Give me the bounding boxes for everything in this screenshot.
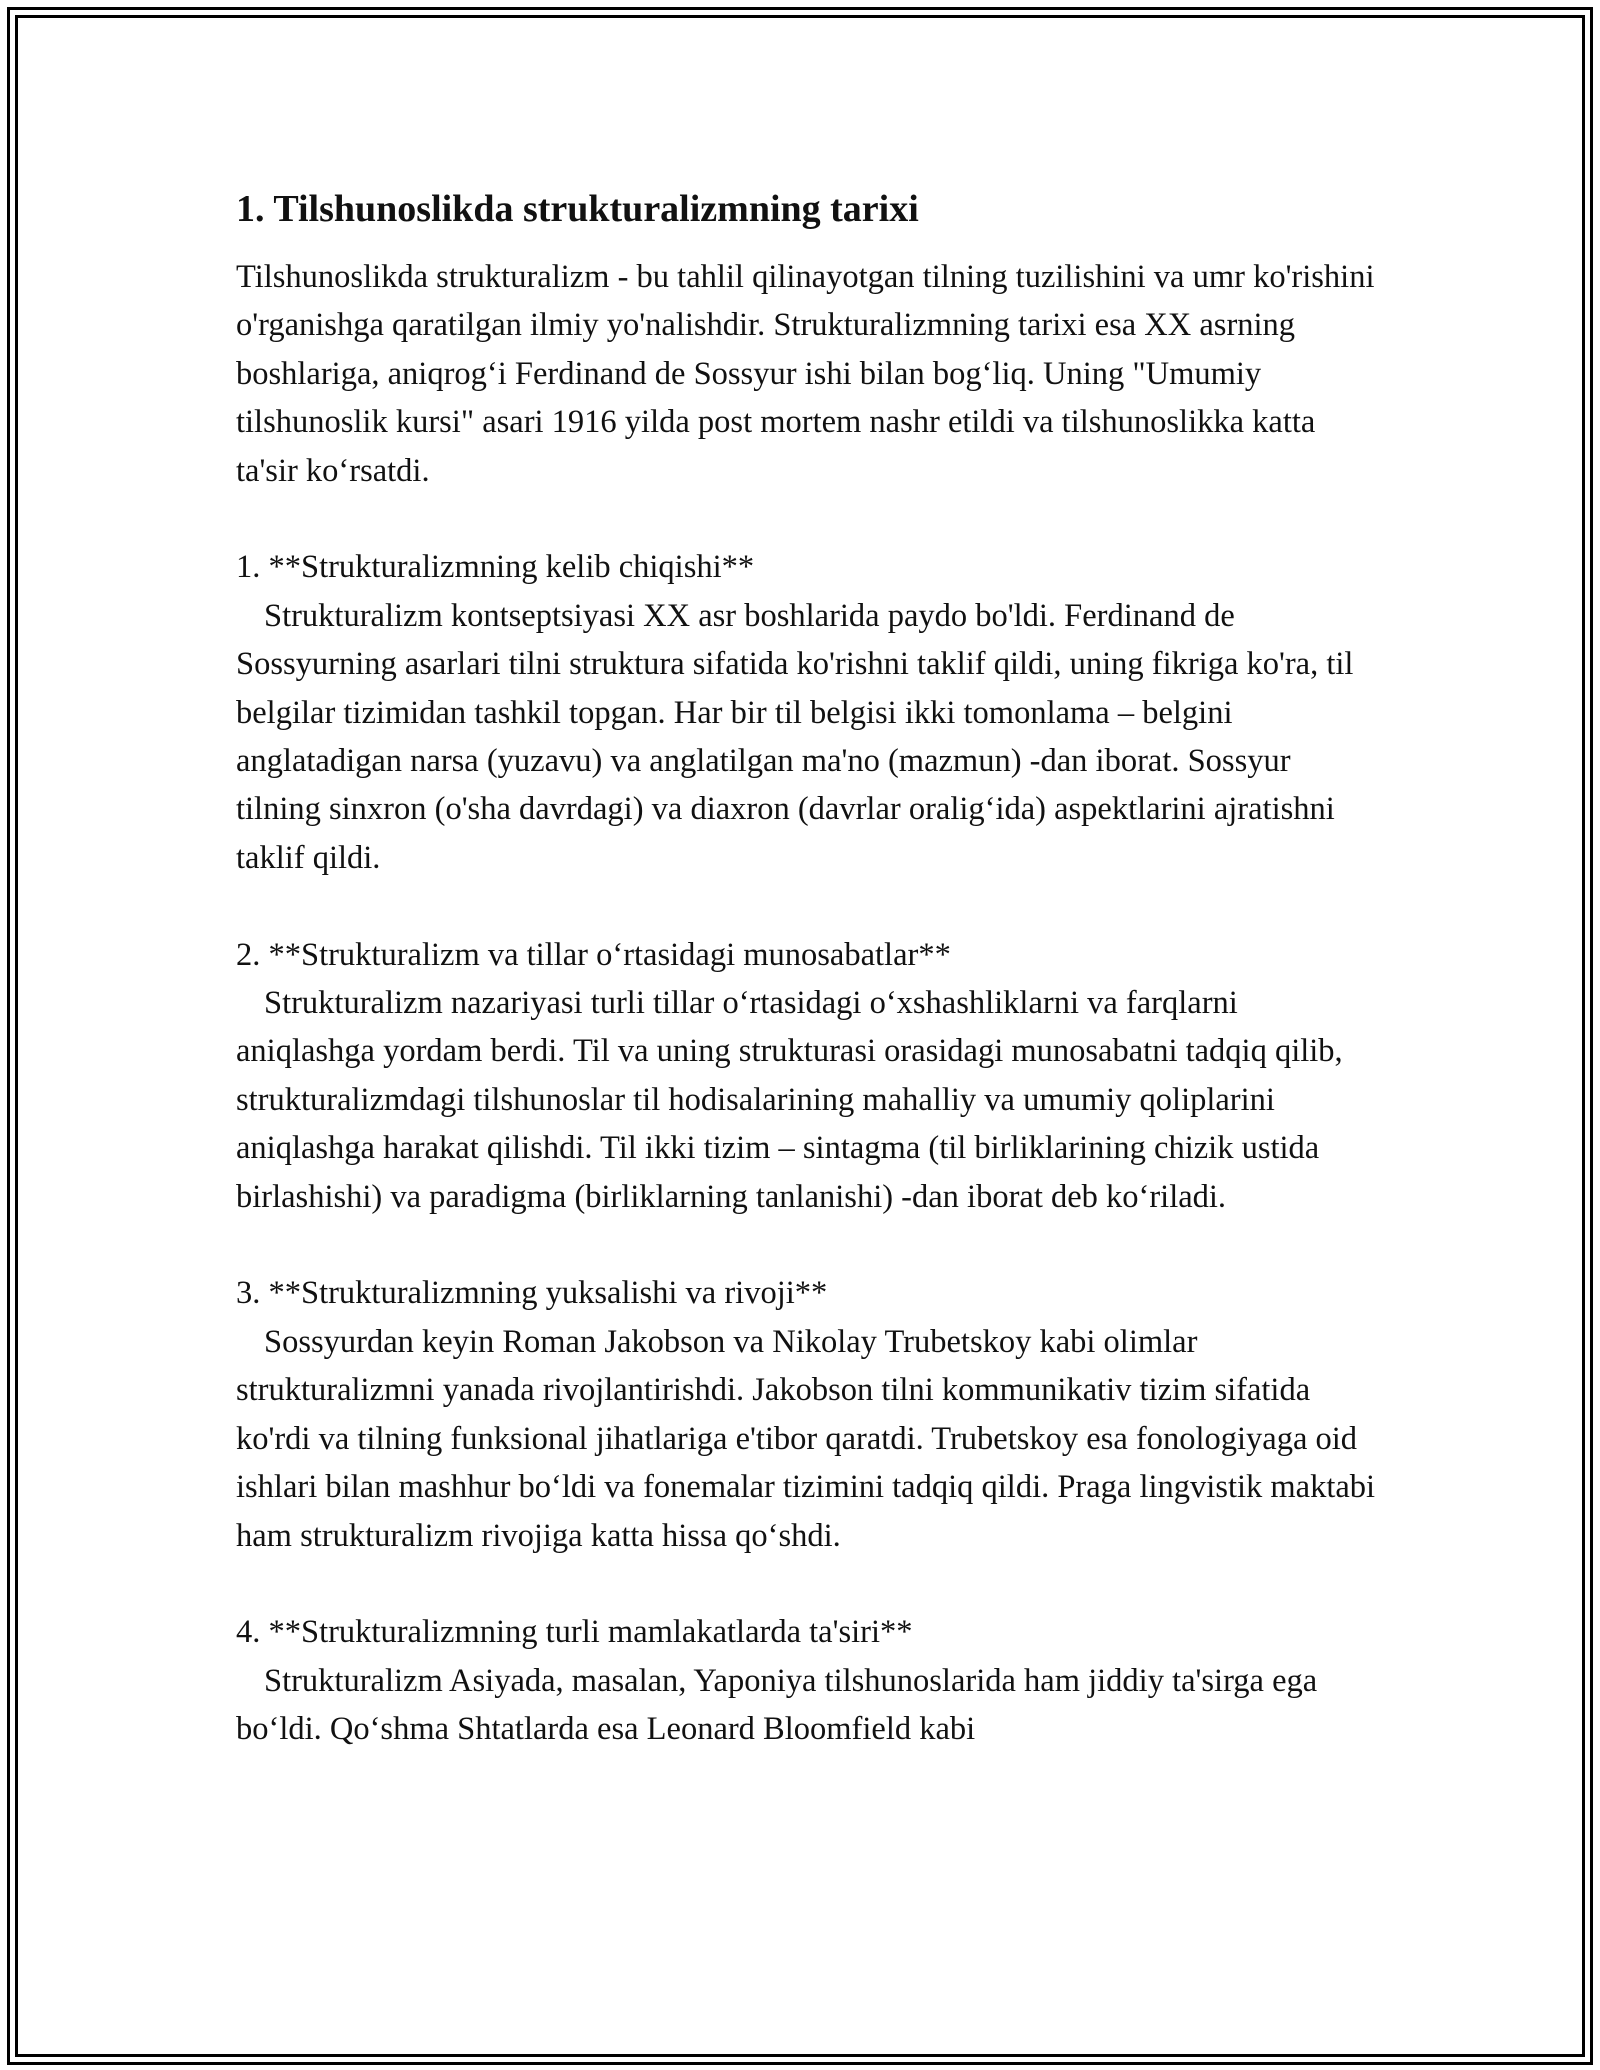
section-body: Strukturalizm Asiyada, masalan, Yaponiya tilshunoslarida ham jiddiy ta'sirga ega bo‘ldi. Qo‘shma Shtatlarda esa Leonard Bloomfield kabi (236, 1662, 1318, 1748)
section-origin (236, 543, 1376, 882)
section-influence (236, 1608, 1376, 1753)
intro-paragraph-block (236, 253, 1376, 495)
section-development (236, 1269, 1376, 1559)
section-title: 3. **Strukturalizmning yuksalishi va rivoji** (236, 1275, 828, 1312)
section-body: Sossyurdan keyin Roman Jakobson va Nikolay Trubetskoy kabi olimlar strukturalizmni yanada rivojlantirishdi. Jakobson tilni kommunikativ tizim sifatida ko'rdi va tilning funksional jihatlariga e'tibor qaratdi. Trubetskoy esa fonologiyaga oid ishlari bilan mashhur bo‘ldi va fonemalar tizimini tadqiq qildi. Praga lingvistik maktabi ham strukturalizm rivojiga katta hissa qo‘shdi. (236, 1323, 1376, 1554)
section-body: Strukturalizm nazariyasi turli tillar o‘rtasidagi o‘xshashliklarni va farqlarni aniqlashga yordam berdi. Til va uning strukturasi orasidagi munosabatni tadqiq qilib, strukturalizmdagi tilshunoslar til hodisalarining mahalliy va umumiy qoliplarini aniqlashga harakat qilishdi. Til ikki tizim – sintagma (til birliklarining chizik ustida birlashishi) va paradigma (birliklarning tanlanishi) -dan iborat deb ko‘riladi. (236, 985, 1343, 1215)
section-title: 1. **Strukturalizmning kelib chiqishi** (236, 549, 755, 586)
section-relations (236, 931, 1376, 1221)
section-title: 4. **Strukturalizmning turli mamlakatlarda ta'siri** (236, 1614, 913, 1651)
section-title: 2. **Strukturalizm va tillar o‘rtasidagi munosabatlar** (236, 936, 951, 973)
intro-paragraph: Tilshunoslikda strukturalizm - bu tahlil qilinayotgan tilning tuzilishini va umr ko'rishini o'rganishga qaratilgan ilmiy yo'nalishdir. Strukturalizmning tarixi esa XX asrning boshlariga, aniqrog‘i Ferdinand de Sossyur ishi bilan bog‘liq. Uning "Umumiy tilshunoslik kursi" asari 1916 yilda post mortem nashr etildi va tilshunoslikka katta ta'sir ko‘rsatdi. (236, 259, 1375, 489)
document-heading: 1. Tilshunoslikda strukturalizmning tarixi (236, 188, 919, 230)
document-content (236, 185, 1376, 1802)
section-body: Strukturalizm kontseptsiyasi XX asr boshlarida paydo bo'ldi. Ferdinand de Sossyurning asarlari tilni struktura sifatida ko'rishni taklif qildi, uning fikriga ko'ra, til belgilar tizimidan tashkil topgan. Har bir til belgisi ikki tomonlama – belgini anglatadigan narsa (yuzavu) va anglatilgan ma'no (mazmun) -dan iborat. Sossyur tilning sinxron (o'sha davrdagi) va diaxron (davrlar oralig‘ida) aspektlarini ajratishni taklif qildi. (236, 597, 1354, 876)
